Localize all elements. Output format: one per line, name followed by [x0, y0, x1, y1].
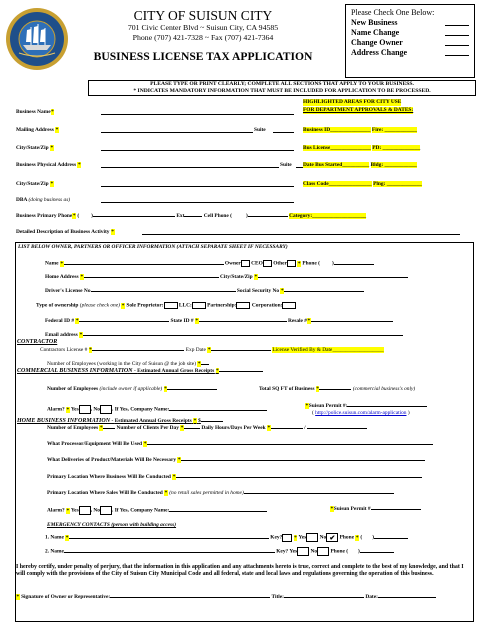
mailing-suite-field[interactable] — [273, 132, 294, 133]
city-state-zip-label: City/State/Zip * — [16, 145, 54, 151]
home-heading: HOME BUSINESS INFORMATION - Estimated Annual Gross Receipts * $ — [17, 418, 223, 425]
emergency-row-1[interactable]: 1. Name * Key? * Yes No ✔ Phone * ( ) — [45, 533, 408, 542]
mailing-address-field[interactable] — [101, 132, 253, 133]
contractor-license-row[interactable]: Contractors License # * Exp Date * License Verified By & Date___________________ — [40, 347, 384, 353]
home-address-row[interactable]: Home Address * City/State/Zip * — [45, 274, 408, 281]
commercial-permit-row[interactable]: *Suisun Permit #: — [305, 403, 427, 410]
suite-label-2: Suite — [280, 162, 292, 168]
city-address: 701 Civic Center Blvd ~ Suisun City, CA 94585 — [127, 23, 279, 32]
email-row[interactable]: Email address * — [45, 332, 403, 339]
city-name: CITY OF SUISUN CITY — [133, 8, 273, 23]
check-one-box — [345, 4, 475, 78]
business-phone-row[interactable]: Business Primary Phone* ( ) Ext Cell Phone ( ) Category:____________________ — [16, 213, 367, 219]
instructions-line-2: * INDICATES MANDATORY INFORMATION THAT MUST BE INCLUDED FOR APPLICATION TO BE PROCESSED. — [133, 88, 431, 94]
ids-row[interactable]: Federal ID # * State ID # * Resale #* — [45, 318, 393, 325]
commercial-alarm-row[interactable]: Alarm? * Yes , No . If Yes, Company Name: — [47, 405, 267, 414]
primary-location-row[interactable]: Primary Location Where Business Will Be Conducted * — [47, 474, 422, 481]
commercial-employees-row[interactable]: Number of Employees (include owner if applicable) * — [47, 386, 217, 393]
dba-field[interactable] — [101, 202, 294, 203]
owner-name-row[interactable]: Name * Owner CEO Other * Phone ( ) — [45, 260, 374, 267]
signature-row[interactable]: * Signature of Owner or Representative: Title: Date: — [16, 594, 436, 601]
alarm-url-link[interactable]: ( http://police.suisun.com/alarm-application ) — [312, 410, 410, 416]
contractor-employees-row[interactable]: Number of Employees (working in the City of Suisun @ the job site) * — [47, 361, 209, 368]
home-alarm-row[interactable]: Alarm? * Yes , No . If Yes, Company Name: — [47, 506, 267, 515]
instructions-line-1: PLEASE TYPE OR PRINT CLEARLY; COMPLETE ALL SECTIONS THAT APPLY TO YOUR BUSINESS. — [150, 81, 414, 87]
business-name-field[interactable] — [101, 114, 294, 115]
dba-label: DBA (doing business as) — [16, 197, 71, 203]
business-id-row[interactable]: Business ID_______________ Fire: ____________ — [303, 127, 417, 133]
check-option-address-change[interactable]: Address Change — [351, 48, 469, 58]
check-option-change-owner[interactable]: Change Owner — [351, 38, 469, 48]
suite-label: Suite — [254, 127, 266, 133]
business-name-label: Business Name* — [16, 109, 54, 115]
city-use-header-2: FOR DEPARTMENT APPROVALS & DATES: — [303, 107, 414, 113]
check-option-name-change[interactable]: Name Change — [351, 28, 469, 38]
certification-text: I hereby certify, under penalty of perjury, that the information in this application and any attachments hereto is true, correct and complete to the best of my knowledge, and that I will comply with the provisions of the City of Suisun City Municipal Code and all federal, state and local laws and regulations governing the operation of this business. — [16, 564, 464, 578]
city-use-header-1: HIGHLIGHTED AREAS FOR CITY USE — [303, 99, 402, 105]
license-ssn-row[interactable]: Driver's License No Social Security No * — [45, 288, 364, 295]
city-state-zip-label-2: City/State/Zip * — [16, 181, 54, 187]
physical-address-label: Business Physical Address * — [16, 162, 81, 168]
sales-location-row[interactable]: Primary Location Where Sales Will Be Conducted * (no retail sales permitted in home) — [47, 490, 394, 497]
deliveries-row[interactable]: What Deliveries of Product/Materials Will Be Necessary * — [47, 457, 425, 464]
ownership-type-row[interactable]: Type of ownership (please check one) * Sole Proprietor: LLC: Partnership: Corporation: — [36, 302, 296, 309]
date-started-row[interactable]: Date Bus Started__________ Bldg: ____________ — [303, 162, 417, 168]
physical-city-field[interactable] — [101, 186, 294, 187]
bus-license-row[interactable]: Bus License_______________ PD: ______________ — [303, 145, 421, 151]
city-seal — [5, 7, 69, 71]
description-label: Detailed Description of Business Activity * — [16, 229, 114, 235]
form-title: BUSINESS LICENSE TAX APPLICATION — [93, 50, 313, 63]
commercial-heading: COMMERCIAL BUSINESS INFORMATION - Estimated Annual Gross Receipts * — [17, 368, 263, 375]
check-option-new[interactable]: New Business — [351, 18, 469, 28]
commercial-sqft-row[interactable]: Total SQ FT of Business * (commercial business's only) — [259, 386, 416, 392]
owner-section-heading: LIST BELOW OWNER, PARTNERS OR OFFICER INFORMATION (ATTACH SEPARATE SHEET IF NECESSARY) — [18, 244, 288, 250]
home-permit-row[interactable]: *Suisun Permit # — [330, 506, 421, 513]
physical-address-field[interactable] — [101, 167, 279, 168]
city-phone: Phone (707) 421-7328 ~ Fax (707) 421-7364 — [132, 33, 274, 42]
instructions-box — [88, 80, 476, 96]
emergency-heading: EMERGENCY CONTACTS (person with building access) — [47, 522, 177, 528]
emergency-row-2[interactable]: 2. Name Key? Yes No Phone ( ) — [45, 547, 394, 556]
description-field[interactable] — [142, 234, 460, 235]
mailing-city-field[interactable] — [101, 150, 294, 151]
class-code-row[interactable]: Class Code________________ Plng: _____________ — [303, 181, 422, 187]
home-employees-row[interactable]: Number of Employees * Number of Clients Per Day * Daily Hours/Days Per Week * / — [47, 425, 367, 432]
mailing-address-label: Mailing Address * — [16, 127, 59, 133]
equipment-row[interactable]: What Processor/Equipment Will Be Used * — [47, 441, 433, 448]
check-one-title: Please Check One Below: — [351, 8, 435, 17]
city-seal-icon — [5, 7, 69, 71]
check-icon: ✔ — [326, 533, 338, 542]
contractor-heading: CONTRACTOR — [17, 339, 58, 345]
